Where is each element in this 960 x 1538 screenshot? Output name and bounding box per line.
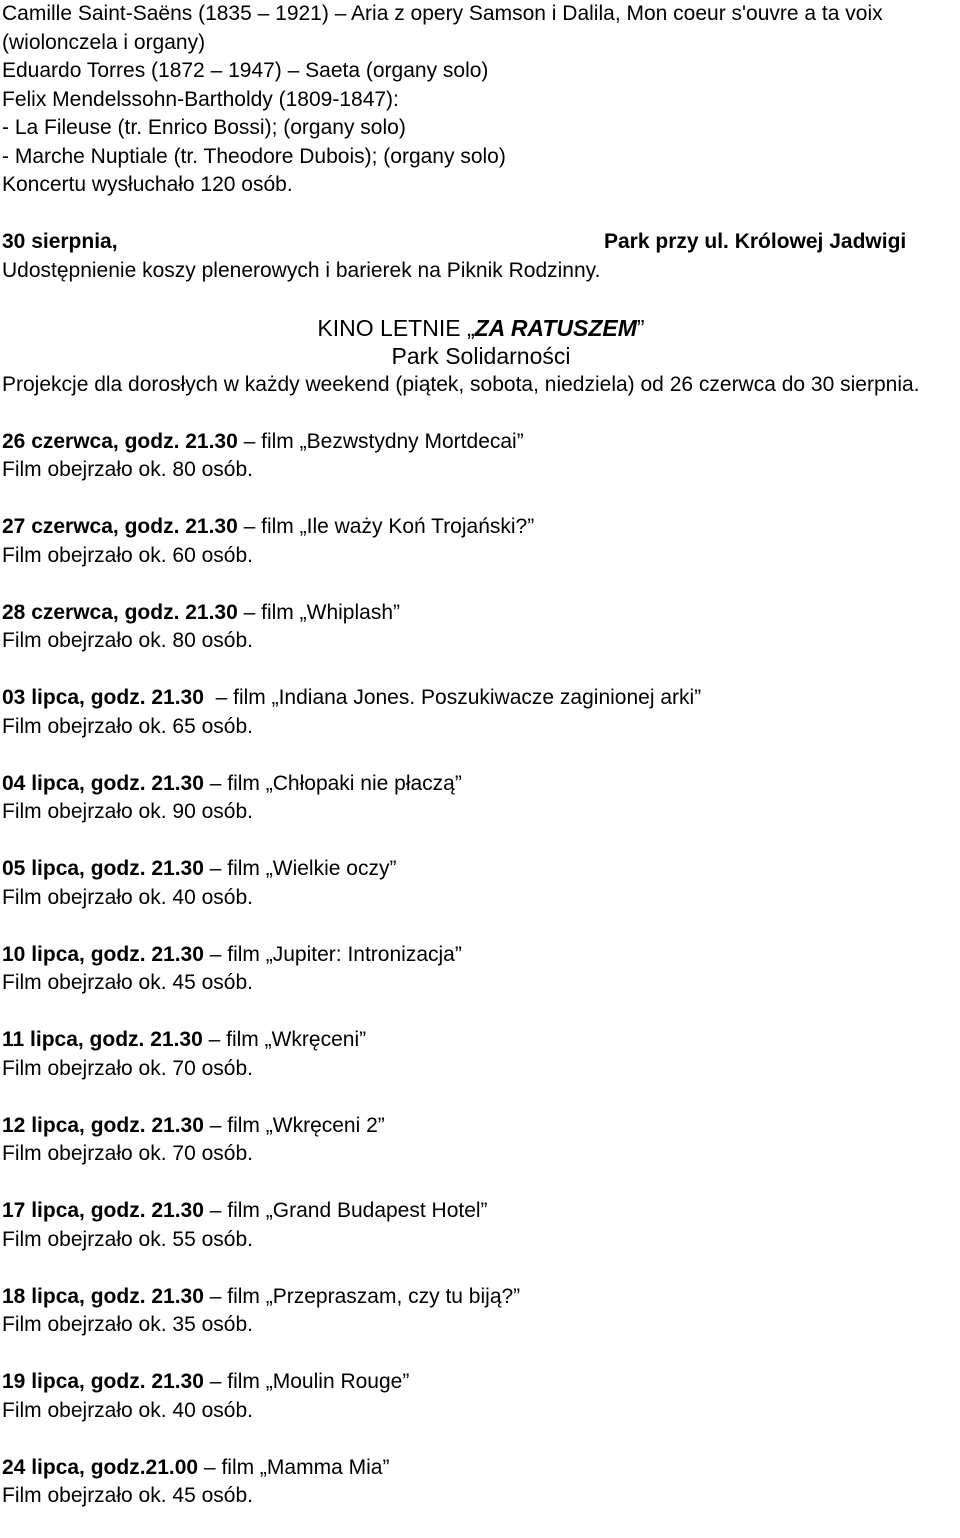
- screening-title-line: [2, 599, 960, 628]
- screening-film: – film „Indiana Jones. Poszukiwacze zaginionej arki”: [203, 686, 702, 709]
- concert-attendance: Koncertu wysłuchało 120 osób.: [2, 173, 293, 196]
- screening-attendance: Film obejrzało ok. 40 osób.: [2, 885, 253, 909]
- spacer: [2, 285, 960, 314]
- screening-film: – film „Wielkie oczy”: [203, 857, 397, 880]
- screening-title-line: [2, 1112, 960, 1141]
- screening-film: – film „Ile waży Koń Trojański?”: [237, 515, 535, 538]
- screening-item: [2, 1197, 960, 1254]
- screening-date: 28 czerwca, godz. 21.30: [2, 600, 238, 624]
- screening-item: [2, 513, 960, 570]
- program-line: - Marche Nuptiale (tr. Theodore Dubois); (organy solo): [2, 144, 506, 168]
- screening-title-line: [2, 1368, 960, 1397]
- kino-section: [2, 314, 960, 400]
- screening-date: 04 lipca, godz. 21.30: [2, 771, 204, 795]
- screening-title-line: [2, 684, 960, 713]
- screening-attendance: Film obejrzało ok. 35 osób.: [2, 1313, 253, 1336]
- screening-date: 18 lipca, godz. 21.30: [2, 1284, 204, 1308]
- screening-date: 10 lipca, godz. 21.30: [2, 942, 204, 966]
- screening-title-line: [2, 1026, 960, 1055]
- program-line: (wiolonczela i organy): [2, 30, 206, 54]
- screening-film: – film „Moulin Rouge”: [203, 1370, 410, 1393]
- program-line: Felix Mendelssohn-Bartholdy (1809-1847):: [2, 87, 399, 111]
- screening-attendance: Film obejrzało ok. 40 osób.: [2, 1398, 253, 1422]
- screening-date: 27 czerwca, godz. 21.30: [2, 515, 238, 538]
- screening-date: 17 lipca, godz. 21.30: [2, 1199, 204, 1222]
- screening-attendance: Film obejrzało ok. 65 osób.: [2, 714, 253, 738]
- screening-title-line: [2, 770, 960, 799]
- screening-title-line: [2, 513, 960, 542]
- spacer: [2, 741, 960, 770]
- screening-title-line: [2, 1197, 960, 1226]
- screening-film: – film „Wkręceni”: [202, 1028, 367, 1051]
- program-line: - La Fileuse (tr. Enrico Bossi); (organy solo): [2, 116, 406, 139]
- spacer: [2, 827, 960, 856]
- screening-item: [2, 1026, 960, 1083]
- spacer: [2, 399, 960, 428]
- screening-item: [2, 1283, 960, 1340]
- screening-date: 05 lipca, godz. 21.30: [2, 857, 204, 880]
- screening-item: [2, 941, 960, 998]
- screening-item: [2, 855, 960, 912]
- event-section: [2, 228, 960, 285]
- program-line: Camille Saint-Saëns (1835 – 1921) – Aria z opery Samson i Dalila, Mon coeur s'ouvre a ta voix: [2, 2, 883, 25]
- concert-program: [2, 0, 960, 200]
- kino-title-prefix: KINO LETNIE „: [317, 314, 475, 341]
- screening-attendance: Film obejrzało ok. 70 osób.: [2, 1056, 253, 1080]
- screening-item: [2, 1368, 960, 1425]
- screening-attendance: Film obejrzało ok. 60 osób.: [2, 543, 253, 567]
- screening-attendance: Film obejrzało ok. 80 osób.: [2, 629, 253, 652]
- spacer: [2, 998, 960, 1027]
- screening-date: 26 czerwca, godz. 21.30: [2, 429, 238, 453]
- spacer: [2, 912, 960, 941]
- screening-film: – film „Chłopaki nie płaczą”: [203, 771, 462, 795]
- spacer: [2, 1083, 960, 1112]
- screening-film: – film „Grand Budapest Hotel”: [203, 1199, 488, 1222]
- event-place: Park przy ul. Królowej Jadwigi: [604, 230, 907, 253]
- screening-item: [2, 684, 960, 741]
- kino-title-suffix: ”: [636, 314, 645, 341]
- kino-subtitle: Park Solidarności: [391, 343, 571, 369]
- screening-date: 19 lipca, godz. 21.30: [2, 1370, 204, 1393]
- spacer: [2, 1169, 960, 1198]
- spacer: [2, 485, 960, 514]
- screening-film: – film „Przepraszam, czy tu biją?”: [203, 1284, 521, 1308]
- screening-title-line: [2, 428, 960, 457]
- screening-title-line: [2, 1454, 960, 1483]
- screening-date: 11 lipca, godz. 21.30: [2, 1028, 203, 1051]
- screening-item: [2, 770, 960, 827]
- event-header: [2, 228, 960, 257]
- spacer: [2, 656, 960, 685]
- screening-film: – film „Wkręceni 2”: [203, 1113, 385, 1137]
- screening-attendance: Film obejrzało ok. 55 osób.: [2, 1227, 253, 1251]
- screening-item: [2, 428, 960, 485]
- screening-film: – film „Bezwstydny Mortdecai”: [237, 429, 524, 453]
- screening-attendance: Film obejrzało ok. 90 osób.: [2, 800, 253, 823]
- screening-attendance: Film obejrzało ok. 45 osób.: [2, 971, 253, 994]
- screening-item: [2, 1454, 960, 1511]
- spacer: [2, 200, 960, 229]
- screening-film: – film „Mamma Mia”: [198, 1455, 390, 1479]
- screening-film: – film „Jupiter: Intronizacja”: [203, 942, 462, 966]
- screening-title-line: [2, 941, 960, 970]
- event-description: Udostępnienie koszy plenerowych i barierek na Piknik Rodzinny.: [2, 258, 601, 282]
- screening-title-line: [2, 1283, 960, 1312]
- screening-date: 24 lipca, godz.21.00: [2, 1455, 199, 1479]
- screening-title-line: [2, 855, 960, 884]
- kino-title-italic: ZA RATUSZEM: [474, 314, 637, 341]
- kino-title: [2, 314, 960, 343]
- screening-item: [2, 599, 960, 656]
- program-line: Eduardo Torres (1872 – 1947) – Saeta (organy solo): [2, 59, 489, 82]
- screening-attendance: Film obejrzało ok. 45 osób.: [2, 1484, 253, 1507]
- event-date: 30 sierpnia,: [2, 230, 118, 253]
- spacer: [2, 1425, 960, 1454]
- screening-date: 03 lipca, godz. 21.30: [2, 686, 204, 709]
- screening-film: – film „Whiplash”: [237, 600, 400, 624]
- screening-list: [2, 428, 960, 1511]
- kino-intro: Projekcje dla dorosłych w każdy weekend (piątek, sobota, niedziela) od 26 czerwca do 30 sierpnia.: [2, 372, 920, 396]
- screening-attendance: Film obejrzało ok. 80 osób.: [2, 458, 253, 481]
- spacer: [2, 570, 960, 599]
- screening-date: 12 lipca, godz. 21.30: [2, 1113, 204, 1137]
- screening-item: [2, 1112, 960, 1169]
- spacer: [2, 1254, 960, 1283]
- screening-attendance: Film obejrzało ok. 70 osób.: [2, 1142, 253, 1165]
- spacer: [2, 1340, 960, 1369]
